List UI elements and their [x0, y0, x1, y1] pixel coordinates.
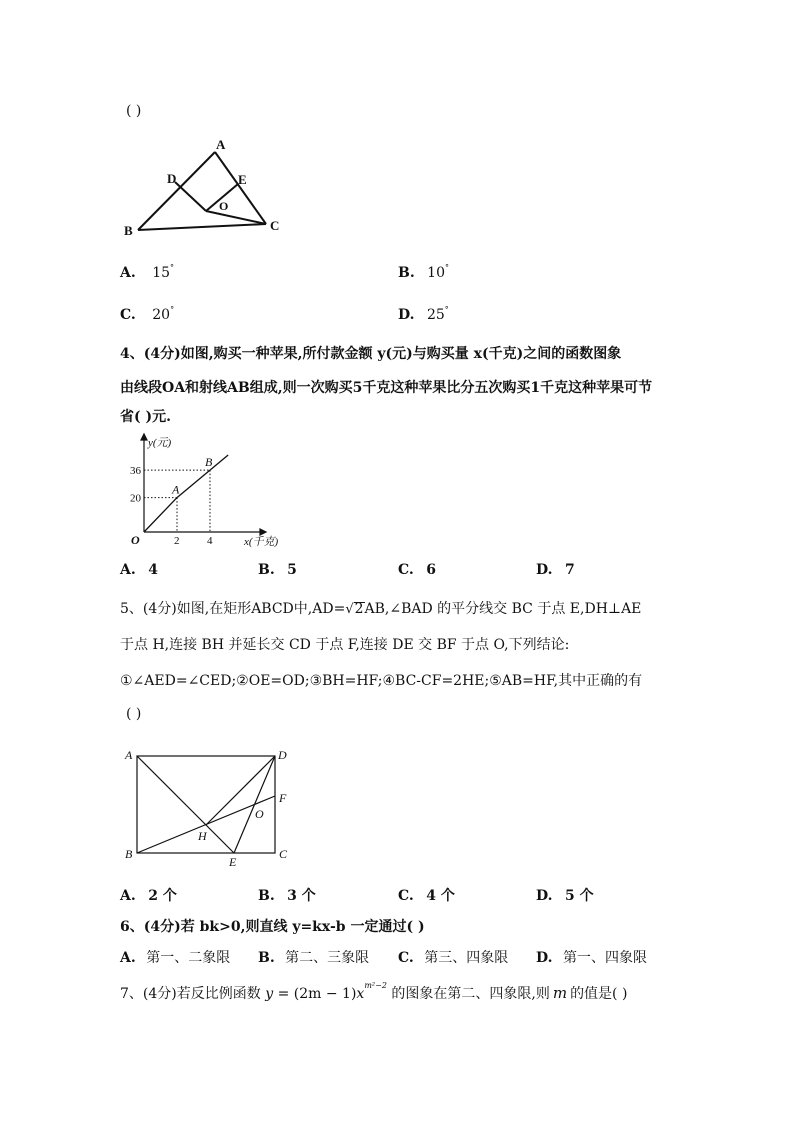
- q4-option-d[interactable]: [536, 562, 575, 578]
- option-key: A.: [120, 888, 136, 904]
- y-axis-arrow: [141, 434, 147, 440]
- q3-option-a[interactable]: [120, 265, 174, 281]
- formula-exponent: m²−2: [364, 981, 387, 990]
- q6-option-c[interactable]: [398, 947, 508, 967]
- option-value: 第三、四象限: [424, 950, 509, 966]
- x-tick-2: 2: [174, 535, 180, 547]
- q6-stem: 6、(4分)若 bk>0,则直线 y=kx-b 一定通过( ): [120, 919, 425, 935]
- option-value: 第一、二象限: [146, 950, 231, 966]
- q4-option-b[interactable]: [258, 562, 297, 578]
- label-D: D: [278, 748, 287, 762]
- q5-option-b[interactable]: [258, 885, 316, 905]
- option-key: A.: [120, 562, 136, 578]
- q7-stem-post: 的图象在第二、四象限,则: [391, 986, 550, 1002]
- formula-coefficient: (2m − 1): [293, 986, 357, 1002]
- q4-option-a[interactable]: [120, 562, 158, 578]
- sqrt-sign: √: [345, 602, 354, 617]
- origin-label: O: [131, 533, 140, 547]
- option-value: 3 个: [287, 888, 316, 904]
- q6-option-b[interactable]: [258, 947, 369, 967]
- option-key: B.: [258, 950, 275, 966]
- y-axis-label: y(元): [148, 437, 172, 449]
- option-value: 25: [426, 307, 445, 323]
- option-value: 5 个: [564, 888, 594, 904]
- option-value: 5: [287, 562, 297, 578]
- option-key: D.: [536, 562, 553, 578]
- option-key: B.: [398, 265, 415, 281]
- option-value: 4 个: [426, 888, 455, 904]
- q4-stem-line3: 省( )元.: [120, 409, 171, 425]
- label-E: E: [229, 855, 237, 869]
- q3-option-b[interactable]: [398, 265, 449, 281]
- option-value: 10: [427, 265, 445, 281]
- segment-OA: [144, 498, 177, 532]
- degree-mark: °: [444, 305, 449, 314]
- degree-mark: °: [445, 263, 449, 272]
- option-key: C.: [120, 307, 136, 323]
- y-tick-36: 36: [130, 465, 141, 478]
- variable-m: m: [552, 984, 568, 1002]
- segment-DE: [234, 756, 275, 853]
- option-value: 第二、三象限: [285, 950, 370, 966]
- degree-mark: °: [170, 263, 175, 272]
- segment-DO: [175, 182, 206, 211]
- option-key: B.: [258, 562, 275, 578]
- label-B: B: [124, 223, 133, 238]
- option-key: A.: [120, 950, 136, 966]
- q6-option-a[interactable]: [120, 947, 230, 967]
- q7-stem-tail: 的值是( ): [570, 986, 628, 1002]
- x-axis-arrow: [260, 529, 266, 535]
- option-key: C.: [398, 888, 414, 904]
- q5-option-a[interactable]: [120, 885, 177, 905]
- q5-line1-pre: 5、(4分)如图,在矩形ABCD中,AD=: [120, 601, 346, 617]
- label-C: C: [279, 847, 288, 861]
- q6-option-d[interactable]: [536, 947, 647, 967]
- option-value: 4: [148, 562, 158, 578]
- option-value: 2 个: [148, 888, 177, 904]
- segment-BA: [138, 152, 215, 230]
- label-B: B: [125, 847, 133, 861]
- y-tick-20: 20: [130, 492, 141, 505]
- q7-stem-pre: 7、(4分)若反比例函数: [120, 986, 261, 1002]
- q3-triangle-figure: [120, 138, 290, 238]
- q4-function-graph: [120, 434, 290, 552]
- q3-option-d[interactable]: [398, 307, 449, 323]
- q5-option-d[interactable]: [536, 885, 594, 905]
- formula-equals: =: [273, 986, 294, 1002]
- option-value: 第一、四象限: [562, 950, 647, 966]
- q5-line1-post: AB,∠BAD 的平分线交 BC 于点 E,DH⊥AE: [364, 601, 642, 617]
- x-tick-4: 4: [207, 535, 213, 547]
- segment-AE: [137, 756, 234, 853]
- option-key: D.: [398, 307, 415, 323]
- label-O: O: [255, 807, 264, 821]
- option-value: 7: [564, 562, 575, 578]
- q5-stem-line1: [120, 598, 641, 618]
- ray-AB: [177, 455, 228, 498]
- q7-stem: [120, 983, 627, 1003]
- option-key: D.: [536, 950, 553, 966]
- q3-option-c[interactable]: [120, 307, 174, 323]
- formula-x: x: [356, 986, 365, 1002]
- q4-stem-line1: 4、(4分)如图,购买一种苹果,所付款金额 y(元)与购买量 x(千克)之间的函数图象: [120, 346, 622, 362]
- q4-option-c[interactable]: [398, 562, 436, 578]
- point-label-A: A: [172, 482, 180, 497]
- option-key: B.: [258, 888, 275, 904]
- sqrt-radicand: 2: [354, 601, 364, 617]
- q3-answer-paren: ( ): [126, 103, 142, 119]
- segment-DH: [206, 756, 275, 825]
- label-H: H: [198, 829, 207, 843]
- option-key: D.: [536, 888, 553, 904]
- q5-option-c[interactable]: [398, 885, 455, 905]
- label-D: D: [167, 171, 177, 186]
- label-F: F: [279, 791, 287, 805]
- q4-stem-line2: 由线段OA和射线AB组成,则一次购买5千克这种苹果比分五次购买1千克这种苹果可节: [120, 380, 653, 396]
- degree-mark: °: [170, 305, 175, 314]
- x-axis-label: x(千克): [244, 536, 279, 548]
- option-value: 6: [426, 562, 436, 578]
- label-O: O: [219, 199, 229, 213]
- label-E: E: [238, 172, 247, 187]
- option-key: C.: [398, 562, 414, 578]
- q5-answer-paren: ( ): [126, 706, 142, 722]
- point-label-B: B: [205, 455, 213, 470]
- option-value: 15: [152, 265, 171, 281]
- label-A: A: [216, 137, 226, 152]
- option-value: 20: [152, 307, 171, 323]
- label-C: C: [270, 218, 280, 233]
- label-A: A: [125, 748, 133, 762]
- formula-y: y: [265, 986, 274, 1002]
- segment-BC: [138, 224, 266, 230]
- q5-rectangle-figure: [120, 744, 300, 868]
- q5-stem-line2: 于点 H,连接 BH 并延长交 CD 于点 F,连接 DE 交 BF 于点 O,下列结论:: [120, 637, 570, 653]
- q5-stem-line3: ①∠AED=∠CED;②OE=OD;③BH=HF;④BC-CF=2HE;⑤AB=HF,其中正确的有: [120, 673, 643, 689]
- segment-AC: [215, 152, 266, 224]
- option-key: A.: [120, 265, 136, 281]
- option-key: C.: [398, 950, 414, 966]
